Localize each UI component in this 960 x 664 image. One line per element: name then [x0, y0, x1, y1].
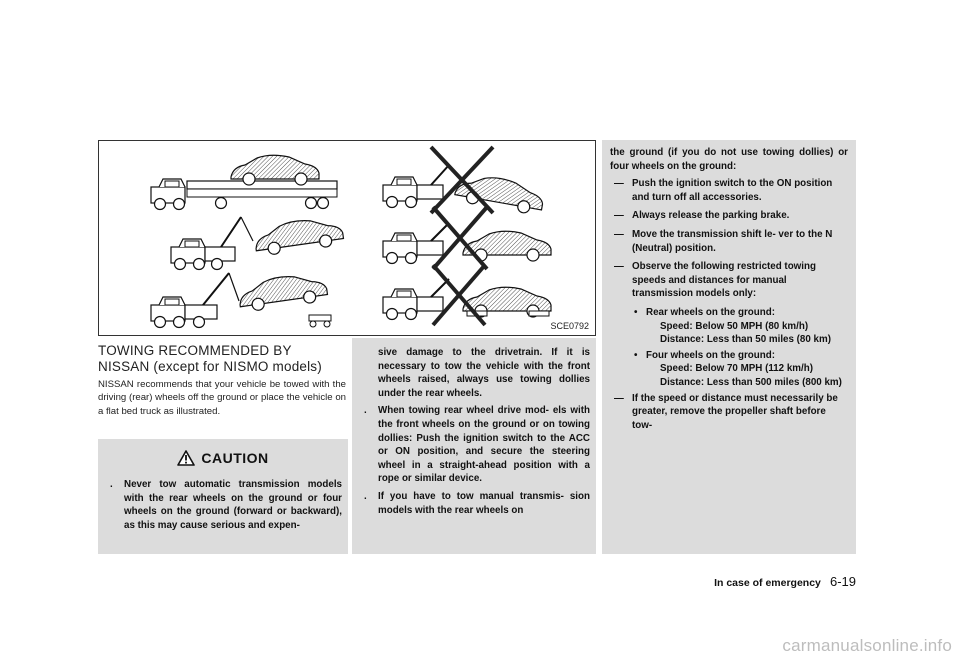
- dash-mark: —: [614, 261, 624, 273]
- step-ignition-text: Push the ignition switch to the ON position and turn off all accessories.: [632, 178, 833, 203]
- caution-item-3-text: If you have to tow manual transmis- sion models with the rear wheels on: [378, 490, 590, 516]
- step-restrictions: [610, 260, 848, 301]
- dash-mark: —: [614, 392, 624, 404]
- caution-item-3: [358, 490, 590, 517]
- footer-section: In case of emergency: [714, 577, 821, 589]
- dot-mark: •: [634, 349, 638, 361]
- four-wheels-title: Four wheels on the ground:: [646, 349, 775, 361]
- page-number: 6-19: [829, 574, 856, 589]
- dash-mark: —: [614, 228, 624, 240]
- col3-continuation: the ground (if you do not use towing dollies) or four wheels on the ground:: [610, 147, 848, 172]
- bullet-mark: .: [364, 405, 367, 417]
- prohibited-cross-icon: [433, 207, 487, 269]
- caution-col3-text: [610, 146, 848, 437]
- wrong-method-1: [383, 147, 546, 216]
- rear-wheels-distance: Distance: Less than 50 miles (80 km): [660, 334, 831, 346]
- intro-paragraph: NISSAN recommends that your vehicle be towed with the driving (rear) wheels off the ground or place the vehicle on a flat bed truck as illustrated.: [98, 379, 346, 417]
- bullet-mark: .: [110, 479, 113, 490]
- wrong-method-2: [383, 207, 551, 269]
- step-restrictions-text: Observe the following restricted towing speeds and distances for manual transmission models only:: [632, 261, 816, 300]
- caution-item-1: [104, 478, 342, 532]
- watermark: carmanualsonline.info: [782, 636, 952, 655]
- wheel-lift-truck: [171, 215, 344, 270]
- figure-code: SCE0792: [550, 321, 589, 331]
- towing-diagram: [99, 141, 595, 335]
- step-propeller-shaft-text: If the speed or distance must necessarily be greater, remove the propeller shaft before tow-: [632, 392, 838, 431]
- page-footer: [714, 574, 856, 589]
- dolly-tow-truck: [151, 271, 331, 328]
- dash-mark: —: [614, 210, 624, 222]
- caution-col2-text: [358, 346, 590, 521]
- rear-wheels-title: Rear wheels on the ground:: [646, 306, 776, 318]
- section-heading: [98, 343, 348, 375]
- prohibited-cross-icon: [433, 265, 485, 325]
- caution-item-1-cont: [358, 346, 590, 400]
- towing-illustration: [98, 140, 596, 336]
- step-parking-brake-text: Always release the parking brake.: [632, 210, 790, 222]
- caution-label: CAUTION: [201, 450, 269, 466]
- step-shift-lever-text: Move the transmission shift le- ver to the N (Neutral) position.: [632, 228, 833, 254]
- step-parking-brake: [610, 209, 848, 223]
- caution-col1-text: [104, 478, 342, 536]
- rear-wheels-limits: [632, 306, 848, 347]
- caution-header: [98, 446, 348, 470]
- step-shift-lever: [610, 228, 848, 255]
- caution-item-1-text: Never tow automatic transmission models with the rear wheels on the ground or four wheels on the ground (forward or backward), as this may cause serious and expen-: [124, 479, 342, 531]
- rear-wheels-speed: Speed: Below 50 MPH (80 km/h): [660, 320, 809, 332]
- step-ignition: [610, 177, 848, 204]
- dot-mark: •: [634, 306, 638, 318]
- dash-mark: —: [614, 178, 624, 190]
- flatbed-truck: [151, 155, 337, 209]
- caution-item-2-text: When towing rear wheel drive mod- els with the front wheels on the ground or on towing dollies: Push the ignition switch to the ACC or ON position, and secure the steering wheel in a straight-ahead position with a rope or similar device.: [378, 405, 590, 485]
- four-wheels-limits: [632, 349, 848, 390]
- four-wheels-distance: Distance: Less than 500 miles (800 km): [660, 376, 842, 388]
- four-wheels-speed: Speed: Below 70 MPH (112 km/h): [660, 363, 813, 375]
- step-propeller-shaft: [610, 392, 848, 433]
- bullet-mark: .: [364, 490, 367, 502]
- caution-item-2: [358, 404, 590, 486]
- wrong-method-3: [383, 265, 551, 325]
- heading-line-2: NISSAN (except for NISMO models): [98, 359, 322, 374]
- caution-item-1-cont-text: sive damage to the drivetrain. If it is necessary to tow the vehicle with the front wheels raised, always use towing dollies under the rear wheels.: [378, 347, 590, 399]
- warning-triangle-icon: [177, 450, 195, 466]
- heading-line-1: TOWING RECOMMENDED BY: [98, 343, 292, 358]
